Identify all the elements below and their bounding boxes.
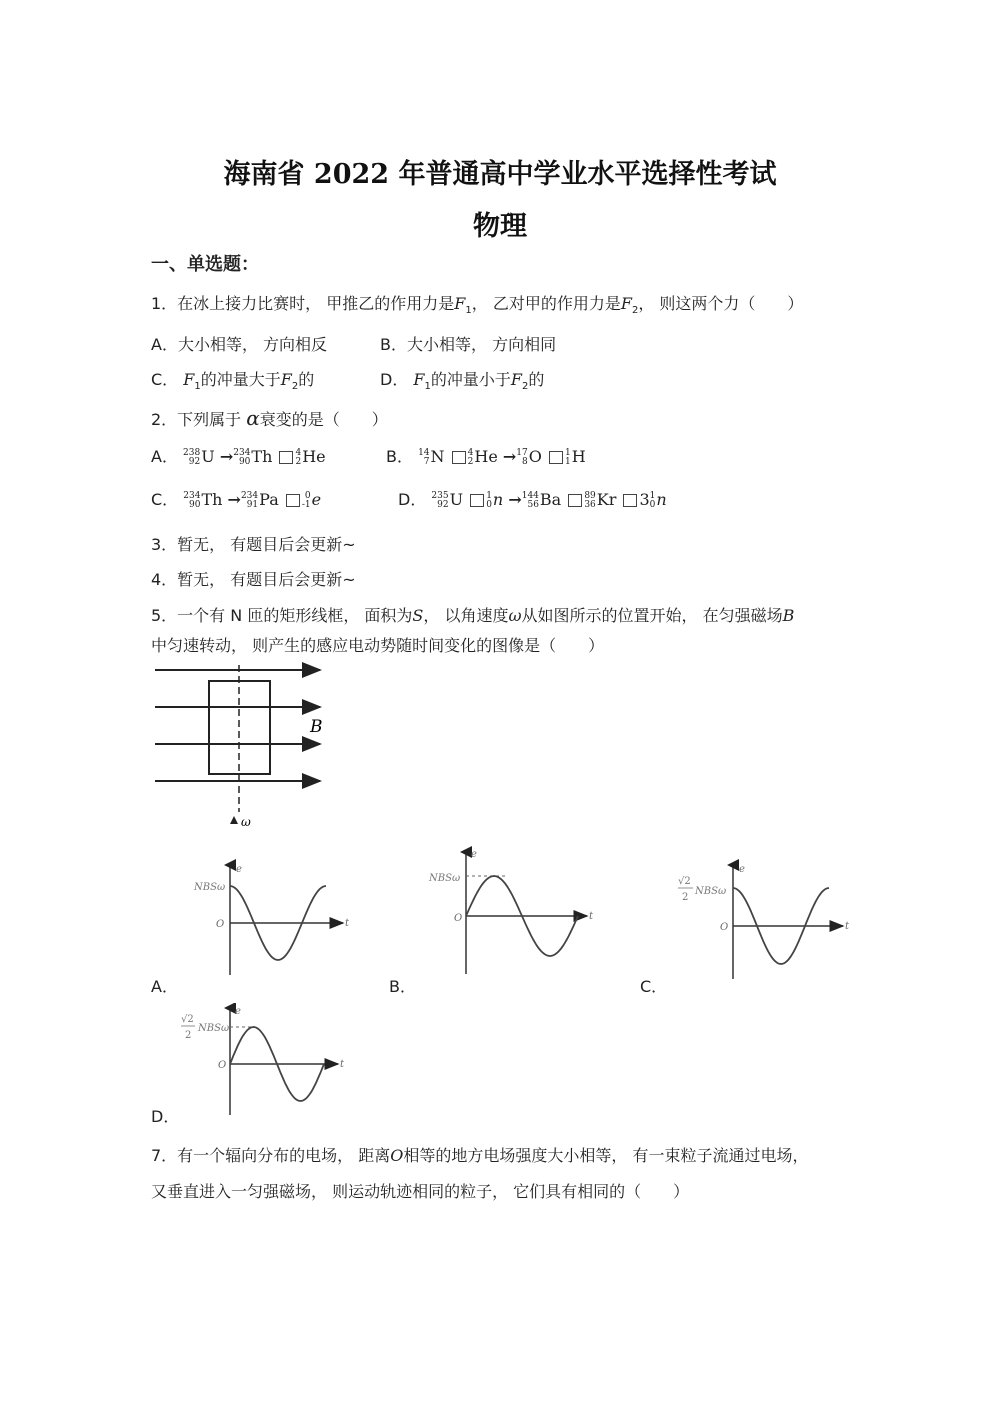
origin-label: O [720, 922, 729, 933]
origin-label: O [454, 913, 463, 924]
rotation-arrow-icon [230, 816, 238, 824]
graph-c [673, 857, 853, 982]
q3-placeholder: 3．暂无， 有题目后会更新~ [151, 535, 356, 554]
e-axis-label: e [235, 1006, 241, 1017]
plus-glyph-box [279, 451, 293, 464]
q5-option-c[interactable]: C． [640, 977, 668, 996]
e-axis-label: e [236, 864, 242, 875]
coefficient-denominator: 2 [185, 1030, 192, 1041]
origin-label: O [216, 919, 225, 930]
exam-subject: 物理 [473, 211, 527, 242]
q5-stem-line1: 5．一个有 N 匝的矩形线框， 面积为S， 以角速度ω从如图所示的位置开始， 在匀强磁场B [151, 606, 795, 625]
t-axis-label: t [845, 921, 850, 932]
t-axis-label: t [589, 911, 594, 922]
q7-stem-line2: 又垂直进入一匀强磁场， 则运动轨迹相同的粒子， 它们具有相同的（ ） [151, 1182, 690, 1201]
q2-stem: 2．下列属于 α衰变的是（ ） [151, 406, 388, 430]
q5-option-a[interactable]: A． [151, 977, 178, 996]
origin-label: O [218, 1060, 227, 1071]
plus-glyph-box [568, 494, 582, 507]
t-axis-label: t [345, 918, 350, 929]
section-heading: 一、单选题： [151, 254, 259, 275]
peak-label: NBSω [695, 886, 727, 897]
q5-stem-line2: 中匀速转动， 则产生的感应电动势随时间变化的图像是（ ） [151, 636, 605, 655]
q5-option-b[interactable]: B． [389, 977, 416, 996]
q1-option-b[interactable]: B．大小相等， 方向相同 [380, 335, 557, 354]
q2-option-a[interactable]: A． 238 92 U → 234 90 Th 4 2 He [151, 447, 326, 467]
coefficient-numerator: √2 [678, 876, 691, 887]
q1-option-c[interactable]: C． $F_1$的冲量大于$F_2$的 [151, 370, 315, 393]
plus-glyph-box [286, 494, 300, 507]
q7-stem-line1: 7．有一个辐向分布的电场， 距离O相等的地方电场强度大小相等， 有一束粒子流通过电场， [151, 1146, 809, 1165]
peak-label: NBSω [194, 882, 226, 893]
coefficient-numerator: √2 [181, 1014, 194, 1025]
plus-glyph-box [549, 451, 563, 464]
coil-in-field-figure [150, 660, 340, 830]
q1-stem: 1．在冰上接力比赛时， 甲推乙的作用力是$F_1$， 乙对甲的作用力是$F_2$， 则这两个力（ ） [151, 294, 804, 317]
q4-placeholder: 4．暂无， 有题目后会更新~ [151, 570, 356, 589]
plus-glyph-box [452, 451, 466, 464]
rectangular-coil [209, 681, 270, 774]
e-axis-label: e [471, 849, 477, 860]
coefficient-denominator: 2 [682, 892, 689, 903]
graph-d [175, 1003, 350, 1118]
plus-glyph-box [623, 494, 637, 507]
plus-glyph-box [470, 494, 484, 507]
graph-b [425, 846, 605, 976]
q1-option-a[interactable]: A．大小相等， 方向相反 [151, 335, 328, 354]
graph-a [185, 857, 355, 982]
peak-label: NBSω [429, 873, 461, 884]
q5-option-d[interactable]: D． [151, 1107, 180, 1126]
peak-label: NBSω [198, 1023, 230, 1034]
q2-option-d[interactable]: D． 235 92 U 1 0 n → 144 56 Ba 89 36 Kr 3 1 0 n [398, 490, 667, 510]
q2-option-b[interactable]: B． 14 7 N 4 2 He → 17 8 O 1 1 H [386, 447, 586, 467]
q2-option-c[interactable]: C． 234 90 Th → 234 91 Pa 0 -1 e [151, 490, 322, 510]
e-axis-label: e [739, 864, 745, 875]
omega-label: ω [241, 815, 251, 829]
q1-option-d[interactable]: D． $F_1$的冲量小于$F_2$的 [380, 370, 545, 393]
exam-title: 海南省 2022 年普通高中学业水平选择性考试 [223, 159, 777, 190]
field-label: B [310, 717, 323, 737]
t-axis-label: t [340, 1059, 345, 1070]
